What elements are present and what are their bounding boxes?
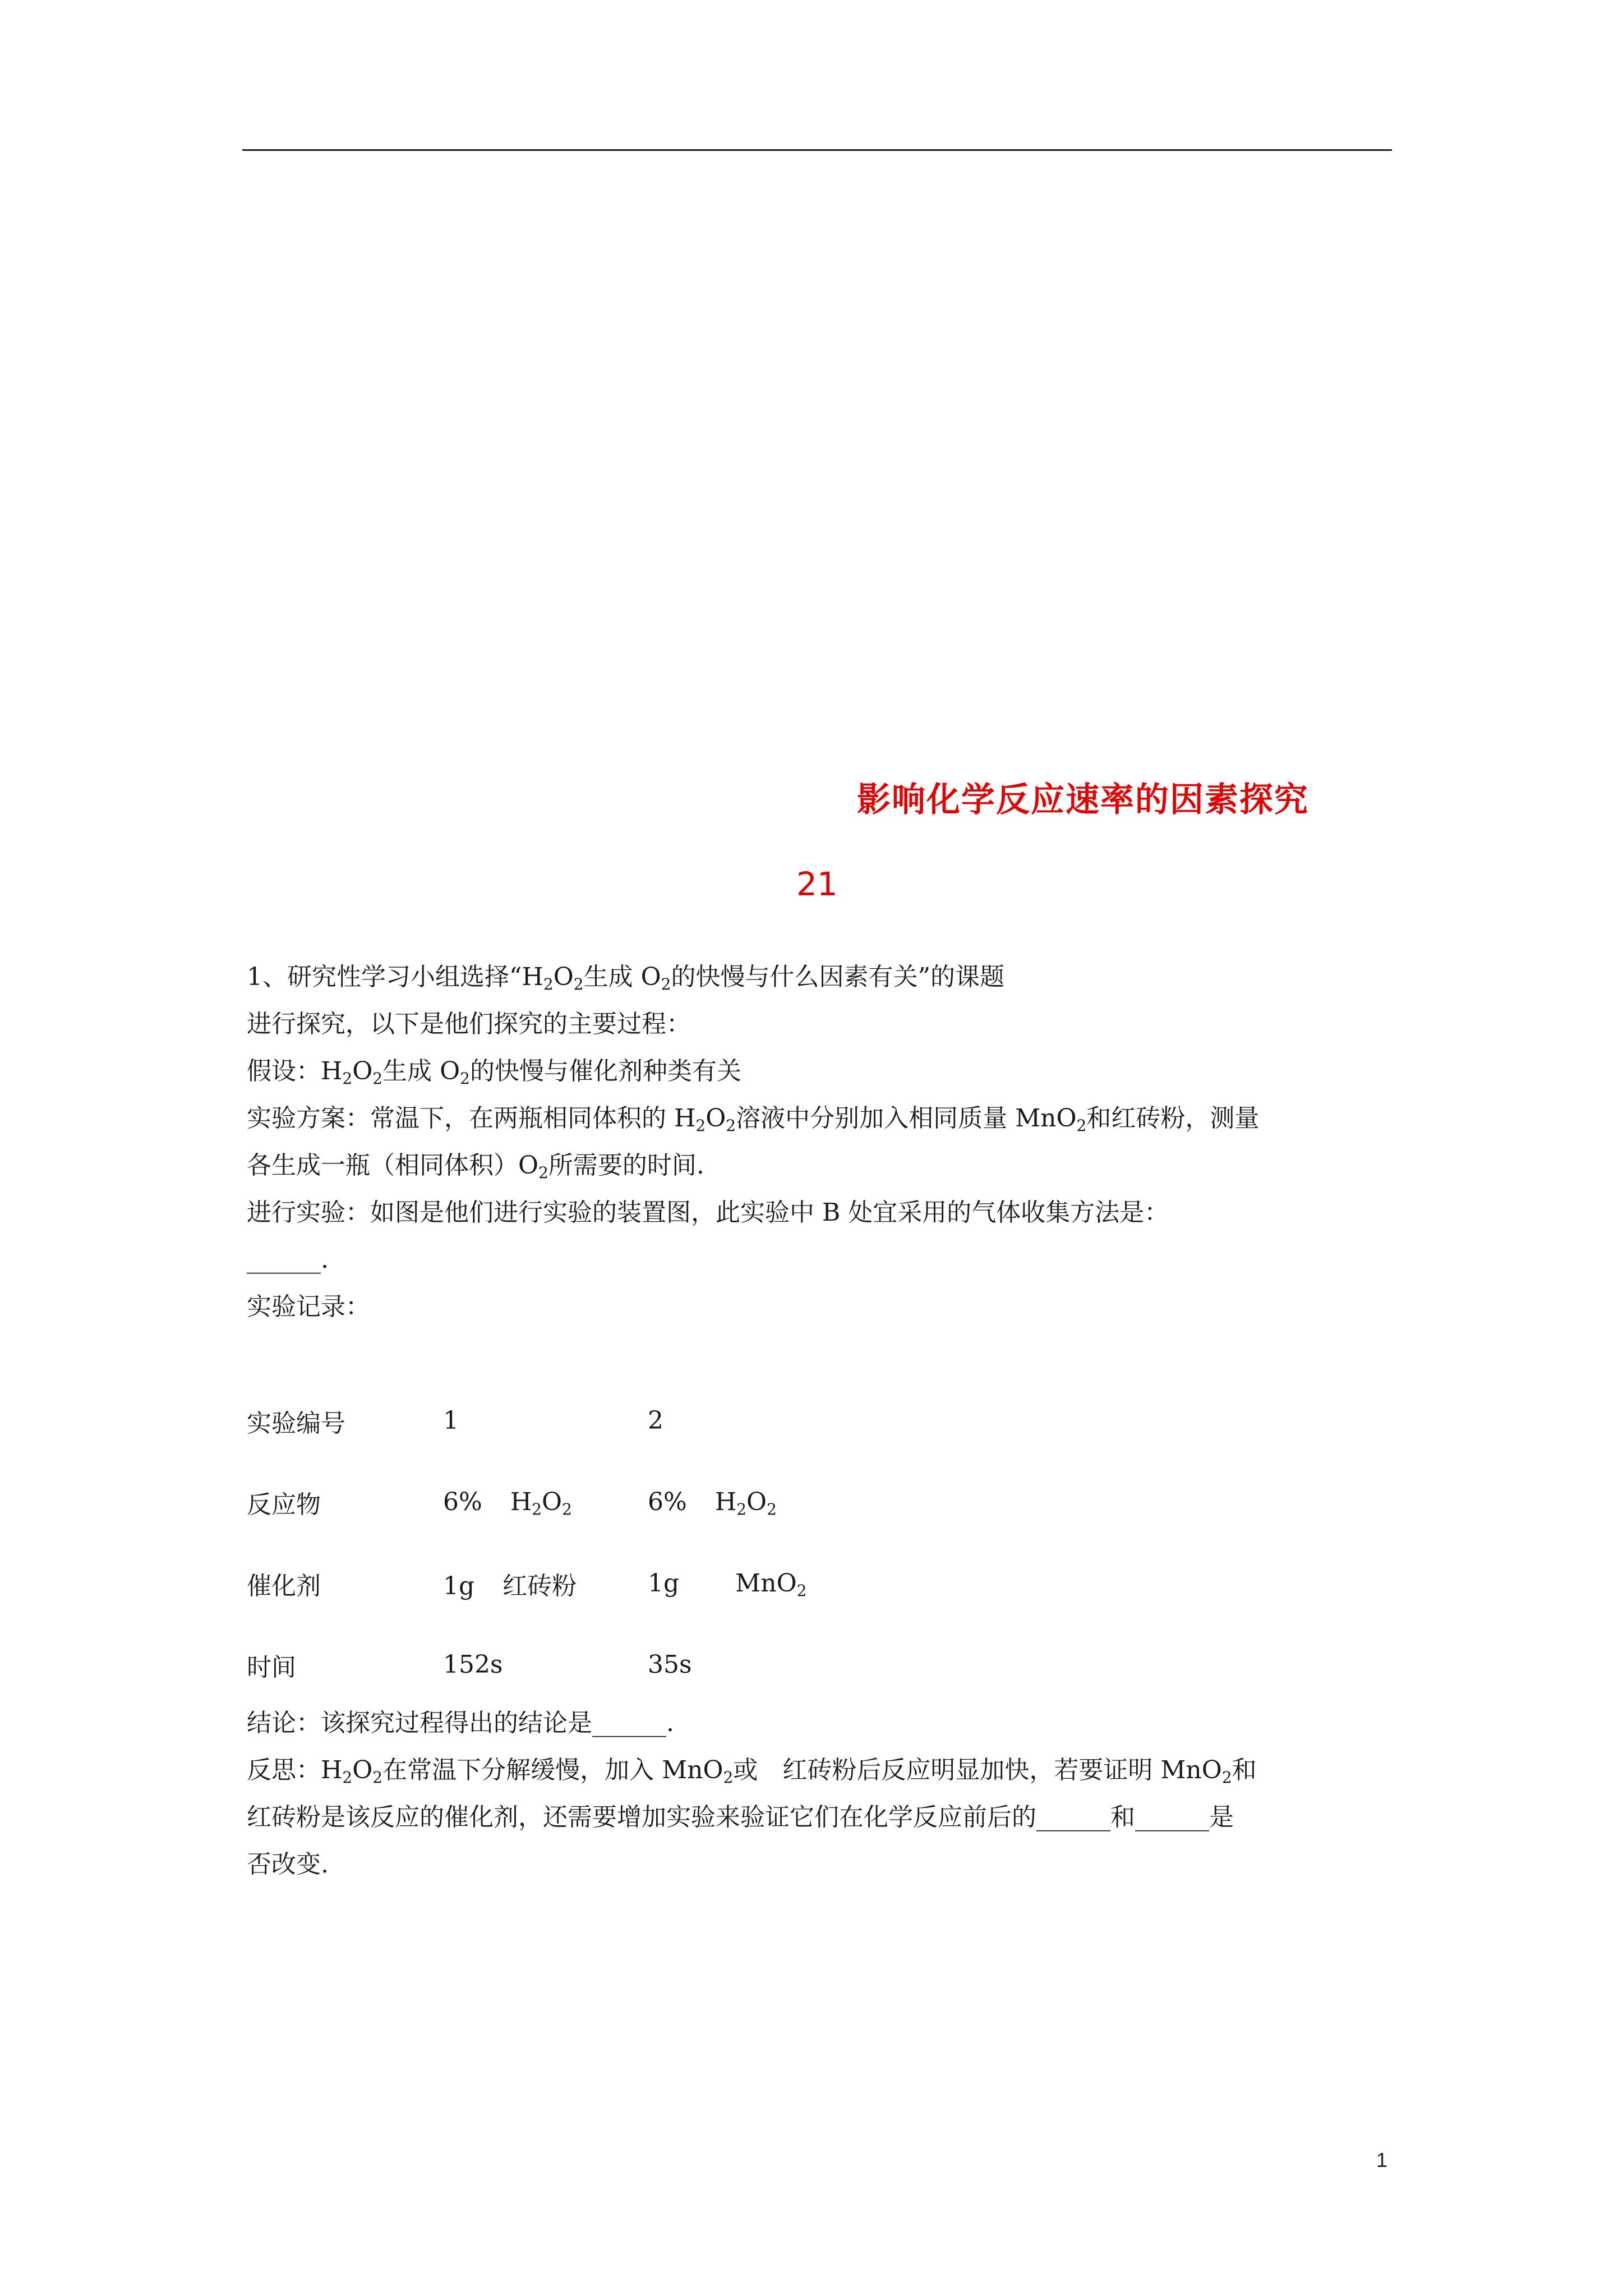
text-segment: 溶液中分别加入相同质量 MnO <box>736 1104 1077 1133</box>
subscript: 2 <box>562 1500 572 1519</box>
plan-line2 <box>247 1142 1391 1189</box>
subscript: 2 <box>1221 1768 1232 1787</box>
subscript: 2 <box>573 975 584 993</box>
experiment-record-table <box>247 1380 872 1705</box>
header-rule <box>242 149 1392 151</box>
text-segment: 和红砖粉，测量 <box>1086 1104 1260 1133</box>
table-cell: 35s <box>648 1650 692 1679</box>
plan-line1 <box>247 1095 1391 1142</box>
experiment-line: 进行实验：如图是他们进行实验的装置图，此实验中 B 处宜采用的气体收集方法是： <box>247 1198 1169 1227</box>
subscript: 2 <box>543 975 554 993</box>
text-segment: O <box>352 1756 373 1784</box>
question-intro-line1 <box>247 954 1391 1001</box>
table-row <box>247 1624 872 1705</box>
table-cell <box>443 1461 648 1543</box>
page-title: 影响化学反应速率的因素探究 <box>857 780 1309 820</box>
subscript: 2 <box>538 1163 548 1182</box>
reflection-line3: 否改变. <box>247 1850 329 1879</box>
text-segment: H <box>510 1488 532 1516</box>
subscript: 2 <box>460 1069 470 1088</box>
subscript: 2 <box>372 1768 383 1787</box>
text-segment: 所需要的时间. <box>548 1151 704 1180</box>
subscript: 2 <box>736 1500 747 1519</box>
text-segment: 1g <box>443 1571 475 1600</box>
reflection-line1 <box>247 1747 1391 1794</box>
text-segment: MnO <box>735 1569 797 1598</box>
subscript: 2 <box>661 975 671 993</box>
text-segment: 6% <box>648 1488 687 1516</box>
table-row <box>247 1380 872 1461</box>
text-segment: 或 红砖粉后反应明显加快，若要证明 MnO <box>733 1756 1222 1784</box>
table-cell: 152s <box>443 1650 503 1679</box>
row-label: 实验编号 <box>247 1409 345 1438</box>
text-segment: 的快慢与催化剂种类有关 <box>470 1057 741 1085</box>
text-segment: 1g <box>648 1569 680 1598</box>
text-segment: 反思：H <box>247 1756 343 1784</box>
text-segment: 6% <box>443 1488 482 1516</box>
subscript: 2 <box>723 1768 734 1787</box>
subscript: 2 <box>726 1116 736 1135</box>
conclusion-line: 结论：该探究过程得出的结论是______. <box>247 1709 674 1737</box>
question-intro-line2: 进行探究，以下是他们探究的主要过程： <box>247 1010 691 1038</box>
row-label: 时间 <box>247 1653 296 1682</box>
table-row <box>247 1461 872 1543</box>
row-label: 反应物 <box>247 1490 321 1519</box>
subscript: 2 <box>342 1768 353 1787</box>
subscript: 2 <box>372 1069 383 1088</box>
subscript: 2 <box>796 1581 807 1600</box>
question-body <box>247 954 1391 1331</box>
text-segment: 红砖粉 <box>502 1571 577 1600</box>
table-cell <box>648 1461 872 1543</box>
subscript: 2 <box>532 1500 542 1519</box>
experiment-answer-blank: ______. <box>247 1245 329 1274</box>
text-segment: O <box>352 1057 373 1085</box>
page-number: 1 <box>1376 2148 1388 2171</box>
subscript: 2 <box>1076 1116 1087 1135</box>
subscript: 2 <box>695 1116 706 1135</box>
text-segment: 的快慢与什么因素有关”的课题 <box>671 963 1004 991</box>
table-row <box>247 1543 872 1624</box>
text-segment: O <box>542 1488 562 1516</box>
text-segment: O <box>706 1104 726 1133</box>
text-segment: 和 <box>1232 1756 1257 1784</box>
subscript: 2 <box>767 1500 777 1519</box>
conclusion-section <box>247 1700 1391 1888</box>
text-segment: 生成 O <box>583 963 661 991</box>
text-segment: 在常温下分解缓慢，加入 MnO <box>382 1756 723 1784</box>
page-title-number: 21 <box>796 865 838 903</box>
reflection-line2: 红砖粉是该反应的催化剂，还需要增加实验来验证它们在化学反应前后的______和______是 <box>247 1803 1234 1832</box>
row-label: 催化剂 <box>247 1571 321 1600</box>
table-cell: 1 <box>443 1406 459 1435</box>
text-segment: 各生成一瓶（相同体积）O <box>247 1151 539 1180</box>
subscript: 2 <box>342 1069 353 1088</box>
text-segment: H <box>714 1488 737 1516</box>
text-segment: O <box>553 963 574 991</box>
text-segment: 生成 O <box>382 1057 460 1085</box>
table-cell <box>443 1543 648 1624</box>
table-cell <box>648 1543 872 1624</box>
record-label: 实验记录： <box>247 1292 370 1321</box>
text-segment: 假设：H <box>247 1057 343 1085</box>
text-segment: O <box>746 1488 767 1516</box>
table-cell: 2 <box>648 1406 663 1435</box>
hypothesis-line <box>247 1048 1391 1095</box>
text-segment: 1、研究性学习小组选择“H <box>247 963 543 991</box>
text-segment: 实验方案：常温下，在两瓶相同体积的 H <box>247 1104 696 1133</box>
